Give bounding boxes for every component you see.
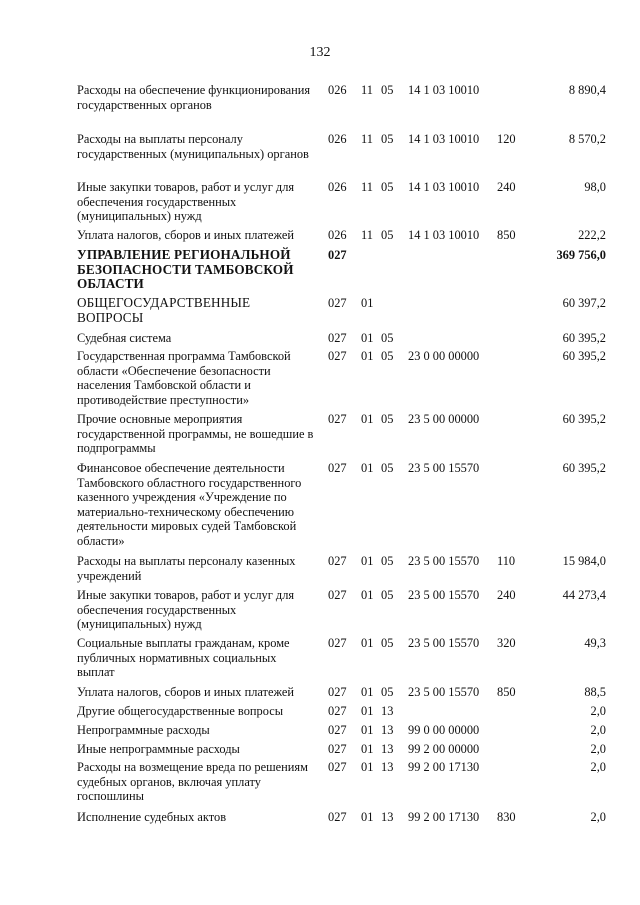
- expense-name: Иные закупки товаров, работ и услуг для обеспечения государственных (муниципальных) нужд: [77, 180, 295, 223]
- amount: 2,0: [590, 723, 606, 737]
- target-article-code: 23 5 00 15570: [408, 636, 480, 650]
- subsection-code: 13: [381, 810, 394, 824]
- expense-kind-code: 850: [497, 228, 516, 242]
- amount: 369 756,0: [556, 248, 606, 262]
- expense-name: Исполнение судебных актов: [77, 810, 227, 824]
- expense-kind-code: 320: [497, 636, 516, 650]
- section-code: 01: [361, 685, 374, 699]
- expense-name: Государственная программа Тамбовской области «Обеспечение безопасности населения Тамбовской области и противодействие преступности»: [77, 349, 291, 407]
- amount: 60 395,2: [562, 461, 606, 475]
- target-article-code: 14 1 03 10010: [408, 132, 480, 146]
- amount: 2,0: [590, 810, 606, 824]
- ministry-code: 027: [328, 685, 347, 699]
- section-code: 01: [361, 704, 374, 718]
- amount: 15 984,0: [562, 554, 606, 568]
- expense-kind-code: 850: [497, 685, 516, 699]
- target-article-code: 14 1 03 10010: [408, 180, 480, 194]
- ministry-code: 027: [328, 554, 347, 568]
- page-number: 132: [309, 45, 331, 60]
- subsection-code: 05: [381, 685, 394, 699]
- target-article-code: 23 0 00 00000: [408, 349, 480, 363]
- section-code: 01: [361, 742, 374, 756]
- section-code: 01: [361, 636, 374, 650]
- subsection-code: 05: [381, 132, 394, 146]
- target-article-code: 14 1 03 10010: [408, 83, 480, 97]
- ministry-code: 027: [328, 349, 347, 363]
- amount: 2,0: [590, 742, 606, 756]
- expense-name: Иные непрограммные расходы: [77, 742, 240, 756]
- ministry-code: 027: [328, 760, 347, 774]
- subsection-code: 13: [381, 760, 394, 774]
- section-code: 01: [361, 723, 374, 737]
- expense-name: Прочие основные мероприятия государственной программы, не вошедшие в подпрограммы: [77, 412, 314, 455]
- expense-name: Расходы на возмещение вреда по решениям судебных органов, включая уплату госпошлины: [77, 760, 308, 803]
- department-name: УПРАВЛЕНИЕ РЕГИОНАЛЬНОЙ БЕЗОПАСНОСТИ ТАМБОВСКОЙ ОБЛАСТИ: [77, 247, 294, 291]
- expense-name: Финансовое обеспечение деятельности Тамбовского областного государственного казенного учреждения «Учреждение по материально-техническому обеспечению деятельности мировых судей Тамбовской области»: [77, 461, 302, 548]
- ministry-code: 027: [328, 810, 347, 824]
- amount: 98,0: [584, 180, 606, 194]
- section-code: 01: [361, 412, 374, 426]
- subsection-code: 05: [381, 349, 394, 363]
- expense-name: Иные закупки товаров, работ и услуг для обеспечения государственных (муниципальных) нужд: [77, 588, 295, 631]
- expense-kind-code: 240: [497, 588, 516, 602]
- section-code: 01: [361, 810, 374, 824]
- amount: 8 890,4: [568, 83, 606, 97]
- ministry-code: 026: [328, 132, 347, 146]
- amount: 60 395,2: [562, 331, 606, 345]
- subsection-code: 05: [381, 180, 394, 194]
- ministry-code: 027: [328, 723, 347, 737]
- target-article-code: 23 5 00 00000: [408, 412, 480, 426]
- target-article-code: 23 5 00 15570: [408, 588, 480, 602]
- expense-kind-code: 110: [497, 554, 516, 568]
- amount: 60 395,2: [562, 412, 606, 426]
- expense-name: Непрограммные расходы: [77, 723, 210, 737]
- target-article-code: 99 2 00 17130: [408, 810, 480, 824]
- ministry-code: 027: [328, 742, 347, 756]
- section-code: 11: [361, 180, 373, 194]
- section-code: 01: [361, 554, 374, 568]
- expense-kind-code: 830: [497, 810, 516, 824]
- expense-name: Судебная система: [77, 331, 172, 345]
- subsection-code: 05: [381, 83, 394, 97]
- ministry-code: 027: [328, 588, 347, 602]
- subsection-code: 13: [381, 704, 394, 718]
- amount: 2,0: [590, 704, 606, 718]
- ministry-code: 027: [328, 331, 347, 345]
- subsection-code: 13: [381, 742, 394, 756]
- target-article-code: 14 1 03 10010: [408, 228, 480, 242]
- expense-name: Уплата налогов, сборов и иных платежей: [77, 228, 295, 242]
- section-code: 01: [361, 760, 374, 774]
- expense-name: Расходы на выплаты персоналу государственных (муниципальных) органов: [77, 132, 309, 161]
- amount: 60 397,2: [562, 296, 606, 310]
- target-article-code: 23 5 00 15570: [408, 554, 480, 568]
- ministry-code: 027: [328, 412, 347, 426]
- target-article-code: 23 5 00 15570: [408, 461, 480, 475]
- target-article-code: 99 0 00 00000: [408, 723, 480, 737]
- subsection-code: 05: [381, 588, 394, 602]
- ministry-code: 027: [328, 636, 347, 650]
- section-name: ОБЩЕГОСУДАРСТВЕННЫЕ ВОПРОСЫ: [77, 295, 251, 325]
- section-code: 11: [361, 132, 373, 146]
- section-code: 11: [361, 83, 373, 97]
- amount: 222,2: [578, 228, 606, 242]
- target-article-code: 23 5 00 15570: [408, 685, 480, 699]
- expense-name: Социальные выплаты гражданам, кроме публичных нормативных социальных выплат: [77, 636, 290, 679]
- ministry-code: 026: [328, 180, 347, 194]
- subsection-code: 05: [381, 636, 394, 650]
- target-article-code: 99 2 00 00000: [408, 742, 480, 756]
- expense-name: Уплата налогов, сборов и иных платежей: [77, 685, 295, 699]
- amount: 8 570,2: [568, 132, 606, 146]
- section-code: 11: [361, 228, 373, 242]
- subsection-code: 13: [381, 723, 394, 737]
- section-code: 01: [361, 588, 374, 602]
- target-article-code: 99 2 00 17130: [408, 760, 480, 774]
- section-code: 01: [361, 461, 374, 475]
- section-code: 01: [361, 331, 374, 345]
- subsection-code: 05: [381, 554, 394, 568]
- subsection-code: 05: [381, 461, 394, 475]
- expense-kind-code: 120: [497, 132, 516, 146]
- expense-kind-code: 240: [497, 180, 516, 194]
- amount: 88,5: [584, 685, 606, 699]
- section-code: 01: [361, 349, 374, 363]
- ministry-code: 027: [328, 296, 347, 310]
- amount: 44 273,4: [562, 588, 606, 602]
- subsection-code: 05: [381, 228, 394, 242]
- amount: 49,3: [584, 636, 606, 650]
- subsection-code: 05: [381, 331, 394, 345]
- section-code: 01: [361, 296, 374, 310]
- expense-name: Расходы на выплаты персоналу казенных учреждений: [77, 554, 296, 583]
- expense-name: Расходы на обеспечение функционирования государственных органов: [77, 83, 311, 112]
- ministry-code: 026: [328, 228, 347, 242]
- ministry-code: 027: [328, 248, 347, 262]
- subsection-code: 05: [381, 412, 394, 426]
- amount: 60 395,2: [562, 349, 606, 363]
- ministry-code: 027: [328, 461, 347, 475]
- expense-name: Другие общегосударственные вопросы: [77, 704, 284, 718]
- ministry-code: 026: [328, 83, 347, 97]
- ministry-code: 027: [328, 704, 347, 718]
- amount: 2,0: [590, 760, 606, 774]
